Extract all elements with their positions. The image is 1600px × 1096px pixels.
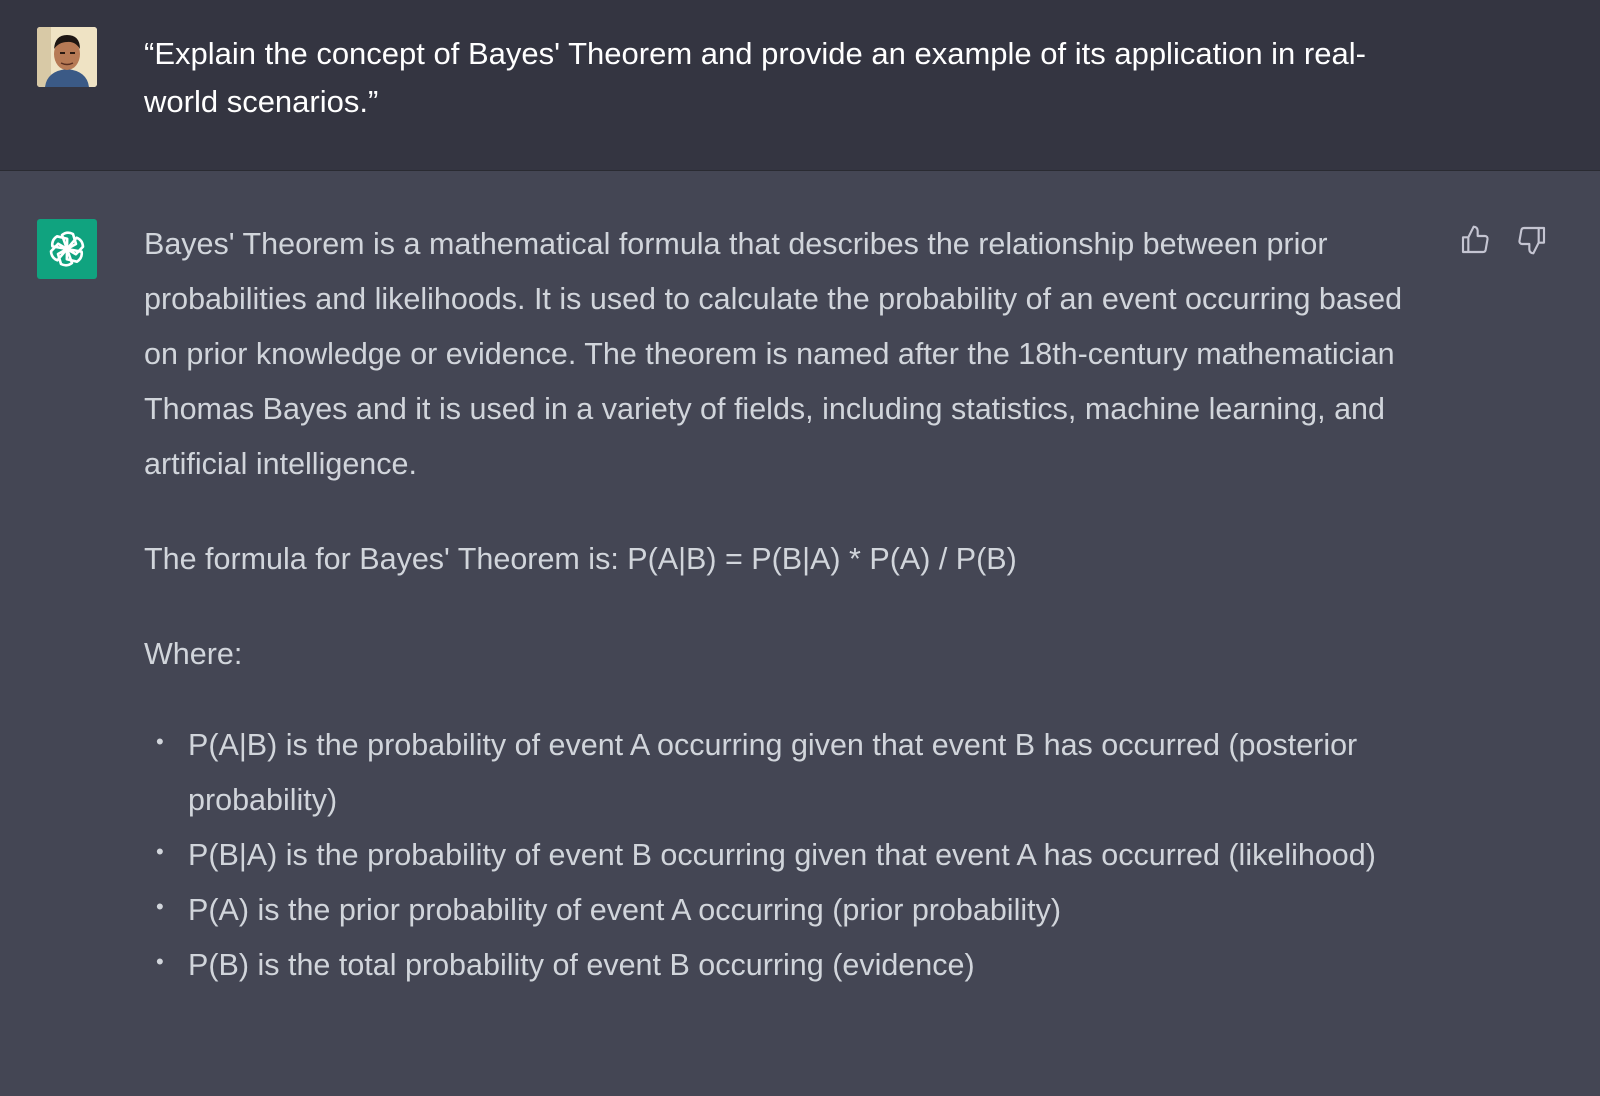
bullet-glyph: • (156, 894, 164, 919)
list-item (144, 828, 1444, 883)
thumbs-down-button[interactable] (1514, 222, 1550, 258)
assistant-avatar (37, 219, 97, 279)
bullet-glyph: • (156, 729, 164, 754)
openai-logo-icon (45, 227, 89, 271)
user-message-row (0, 0, 1600, 171)
list-item-text: P(B|A) is the probability of event B occurring given that event A has occurred (likelihood) (188, 838, 1376, 872)
user-avatar (37, 27, 97, 87)
where-label: Where: (144, 637, 243, 671)
formula-paragraph: The formula for Bayes' Theorem is: P(A|B) = P(B|A) * P(A) / P(B) (144, 542, 1017, 576)
list-item-text: P(B) is the total probability of event B occurring (evidence) (188, 948, 975, 982)
assistant-response (144, 217, 1444, 993)
thumbs-up-icon (1459, 224, 1491, 256)
list-item (144, 718, 1444, 828)
definition-list (144, 718, 1444, 993)
user-prompt-text: “Explain the concept of Bayes' Theorem and provide an example of its application in real-world scenarios.” (144, 36, 1366, 119)
list-item (144, 938, 1444, 993)
assistant-message-row (0, 172, 1600, 1096)
bullet-glyph: • (156, 949, 164, 974)
thumbs-down-icon (1516, 224, 1548, 256)
list-item (144, 883, 1444, 938)
thumbs-up-button[interactable] (1457, 222, 1493, 258)
intro-paragraph: Bayes' Theorem is a mathematical formula that describes the relationship between prior probabilities and likelihoods. It is used to calculate the probability of an event occurring based on prior knowledge or evidence. The theorem is named after the 18th-century mathematician Thomas Bayes and it is used in a variety of fields, including statistics, machine learning, and artificial intelligence. (144, 227, 1403, 481)
list-item-text: P(A|B) is the probability of event A occurring given that event B has occurred (posterior probability) (188, 728, 1358, 817)
bullet-glyph: • (156, 839, 164, 864)
user-avatar-photo (37, 27, 97, 87)
list-item-text: P(A) is the prior probability of event A occurring (prior probability) (188, 893, 1062, 927)
